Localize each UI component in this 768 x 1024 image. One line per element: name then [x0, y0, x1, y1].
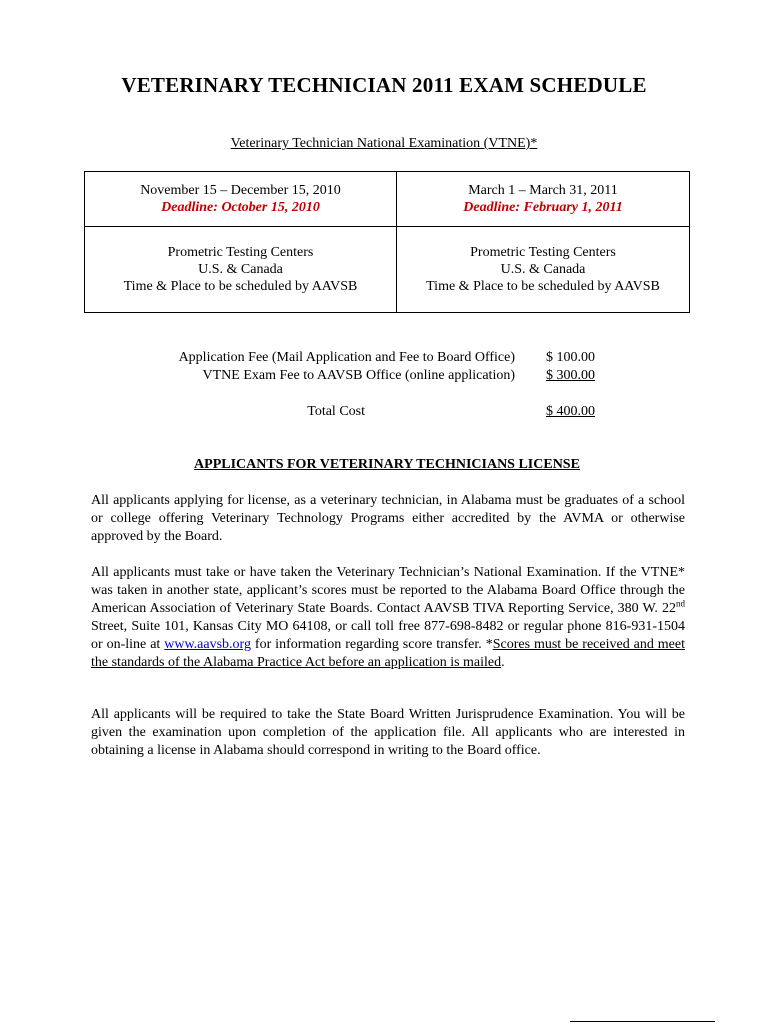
location-2-region: U.S. & Canada	[500, 262, 586, 277]
vtne-requirement-underlined: Scores must be received and meet the standards of the Alabama Practice Act before an application is mailed	[91, 637, 686, 670]
exam-fee-amount: $ 300.00	[546, 368, 595, 383]
location-2-note: Time & Place to be scheduled by AAVSB	[426, 279, 660, 294]
paragraph-vtne	[91, 564, 685, 672]
footer-rule	[570, 1021, 715, 1022]
vtne-text-1: All applicants must take or have taken the Veterinary Technician’s National Examination. If the VTNE* was taken in another state, applicant’s scores must be reported to the Alabama Board Office through the American Association of Veterinary State Boards. Contact AAVSB TIVA Reporting Service, 380 W. 22	[91, 565, 685, 616]
schedule-location-1	[85, 227, 396, 312]
schedule-period-1	[85, 172, 396, 227]
section-heading: APPLICANTS FOR VETERINARY TECHNICIANS LICENSE	[194, 457, 580, 472]
total-cost-amount: $ 400.00	[546, 404, 595, 419]
vtne-text-4: .	[501, 655, 505, 670]
fee-row-exam	[0, 368, 768, 386]
fee-row-total	[0, 404, 768, 422]
vtne-text-2: Street, Suite 101, Kansas City MO 64108, or call toll free 877-698-8482 or regular phone 816-931-1504 or on-line at	[91, 619, 685, 652]
exam-subtitle: Veterinary Technician National Examination (VTNE)*	[230, 136, 538, 151]
period-2-dates: March 1 – March 31, 2011	[468, 183, 618, 198]
period-2-deadline: Deadline: February 1, 2011	[463, 200, 623, 215]
paragraph-jurisprudence: All applicants will be required to take the State Board Written Jurisprudence Examination. You will be given the examination upon completion of the application file. All applicants who are interested in obtaining a license in Alabama should correspond in writing to the Board office.	[91, 707, 685, 758]
vtne-text-3: for information regarding score transfer. *	[250, 637, 493, 652]
schedule-location-2	[396, 227, 689, 312]
total-cost-label: Total Cost	[307, 404, 365, 419]
period-1-deadline: Deadline: October 15, 2010	[161, 200, 320, 215]
period-1-dates: November 15 – December 15, 2010	[140, 183, 341, 198]
schedule-period-2	[396, 172, 689, 227]
application-fee-label: Application Fee (Mail Application and Fee to Board Office)	[178, 350, 515, 365]
aavsb-link[interactable]: www.aavsb.org	[164, 637, 251, 652]
location-1-region: U.S. & Canada	[198, 262, 283, 277]
paragraph-eligibility: All applicants applying for license, as a veterinary technician, in Alabama must be graduates of a school or college offering Veterinary Technology Programs either accredited by the AVMA or otherwise approved by the Board.	[91, 493, 685, 544]
page-title: VETERINARY TECHNICIAN 2011 EXAM SCHEDULE	[121, 73, 647, 97]
fee-row-application	[0, 350, 768, 368]
vtne-superscript: nd	[676, 598, 685, 609]
location-2-centers: Prometric Testing Centers	[470, 245, 616, 260]
location-1-note: Time & Place to be scheduled by AAVSB	[123, 279, 358, 294]
location-1-centers: Prometric Testing Centers	[167, 245, 314, 260]
schedule-table	[84, 171, 690, 313]
exam-fee-label: VTNE Exam Fee to AAVSB Office (online application)	[202, 368, 515, 383]
application-fee-amount: $ 100.00	[546, 350, 595, 365]
